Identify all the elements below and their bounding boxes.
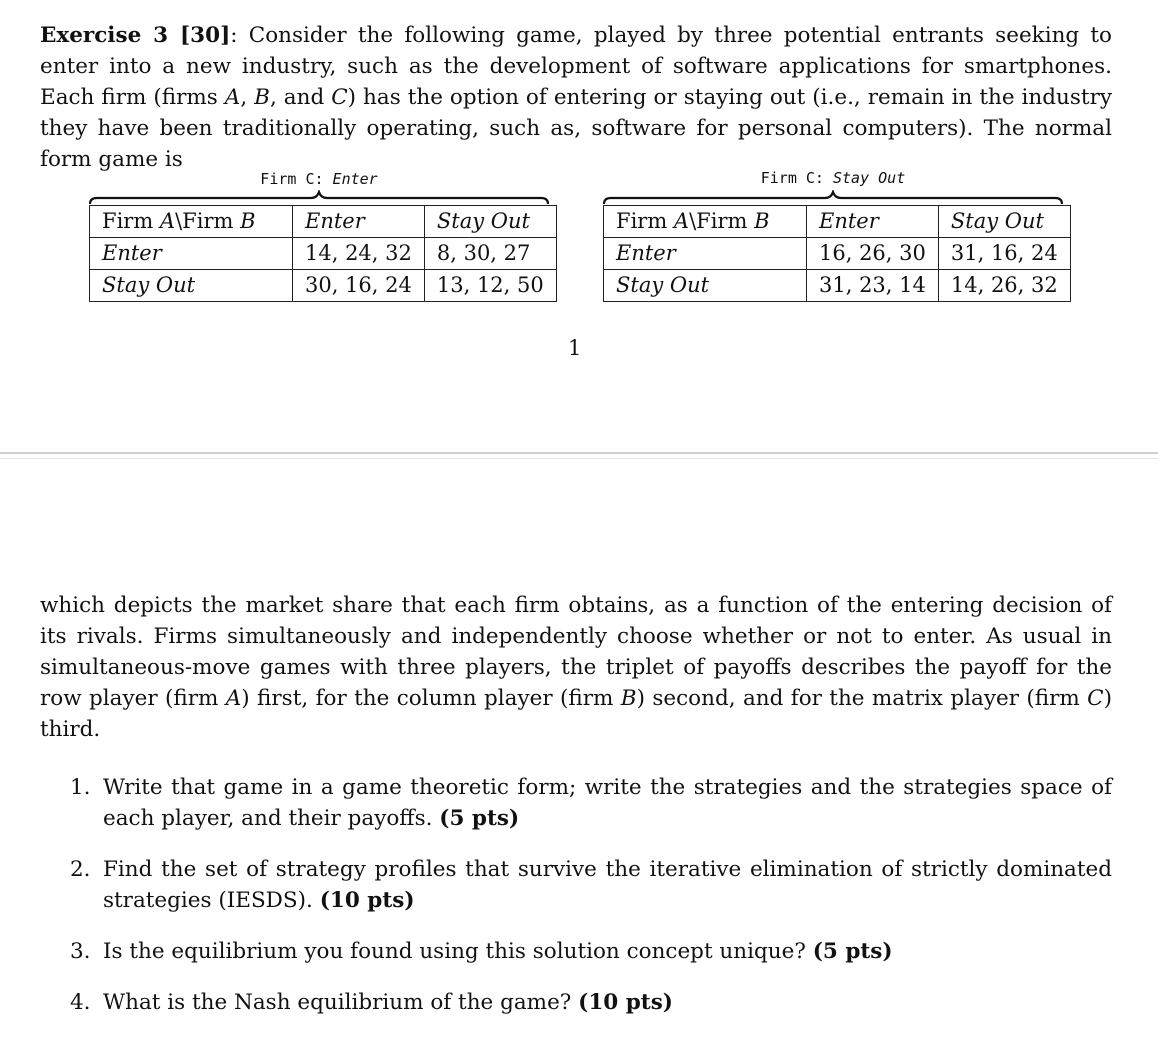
- payoff-cell: 14, 26, 32: [938, 270, 1070, 302]
- question-number: 3.: [70, 939, 91, 964]
- table-row: [604, 238, 1071, 270]
- payoff-cell: 31, 23, 14: [807, 270, 939, 302]
- table-row: [90, 270, 557, 302]
- table-row: [90, 238, 557, 270]
- row-header-enter: Enter: [604, 238, 807, 270]
- question-points: (10 pts): [319, 888, 415, 913]
- page-divider-shadow: [0, 458, 1158, 459]
- col-header-stay-out: Stay Out: [424, 206, 556, 238]
- right-matrix-label: Firm C: Stay Out: [760, 169, 906, 187]
- col-header-stay-out: Stay Out: [938, 206, 1070, 238]
- question-number: 1.: [70, 775, 91, 800]
- exercise-heading: Exercise 3 [30]: [40, 23, 231, 48]
- list-item: 2. Find the set of strategy profiles that survive the iterative elimination of strictly dominated strategies (IESDS). (10 pts): [40, 854, 1112, 916]
- game-description: which depicts the market share that each firm obtains, as a function of the entering decision of its rivals. Firms simultaneously and independently choose whether or not to enter. As usual in simultaneous-move games with three players, the triplet of payoffs describes the payoff for the row player (firm A) first, for the column player (firm B) second, and for the matrix player (firm C) third.: [40, 593, 1112, 742]
- list-item: 3. Is the equilibrium you found using this solution concept unique? (5 pts): [40, 936, 1112, 967]
- right-matrix-brace: [603, 190, 1063, 206]
- left-payoff-matrix: [89, 205, 557, 302]
- payoff-cell: 16, 26, 30: [807, 238, 939, 270]
- left-matrix-brace: [89, 190, 549, 206]
- right-payoff-matrix: [603, 205, 1071, 302]
- list-item: 4. What is the Nash equilibrium of the game? (10 pts): [40, 987, 1112, 1018]
- payoff-cell: 14, 24, 32: [293, 238, 425, 270]
- list-item: 1. Write that game in a game theoretic form; write the strategies and the strategies space of each player, and their payoffs. (5 pts): [40, 772, 1112, 834]
- matrix-corner-header: Firm A\Firm B: [90, 206, 293, 238]
- table-row: [90, 206, 557, 238]
- left-matrix-label: Firm C: Enter: [260, 170, 378, 188]
- row-header-stay-out: Stay Out: [604, 270, 807, 302]
- col-header-enter: Enter: [293, 206, 425, 238]
- payoff-cell: 30, 16, 24: [293, 270, 425, 302]
- question-points: (5 pts): [812, 939, 893, 964]
- table-row: [604, 270, 1071, 302]
- question-points: (10 pts): [578, 990, 673, 1015]
- payoff-cell: 8, 30, 27: [424, 238, 556, 270]
- question-points: (5 pts): [439, 806, 520, 831]
- table-row: [604, 206, 1071, 238]
- question-number: 4.: [70, 990, 91, 1015]
- exercise-intro: Exercise 3 [30]: Consider the following game, played by three potential entrants seeking to enter into a new industry, such as the development of software applications for smartphones. Each firm (firms A, B, and C) has the option of entering or staying out (i.e., remain in the industry they have been traditionally operating, such as, software for personal computers). The normal form game is: [40, 23, 1112, 172]
- page-divider: [0, 452, 1158, 454]
- row-header-stay-out: Stay Out: [90, 270, 293, 302]
- col-header-enter: Enter: [807, 206, 939, 238]
- payoff-cell: 31, 16, 24: [938, 238, 1070, 270]
- question-list: [40, 772, 1112, 1038]
- question-number: 2.: [70, 857, 91, 882]
- page-number: 1: [568, 336, 582, 360]
- matrix-corner-header: Firm A\Firm B: [604, 206, 807, 238]
- row-header-enter: Enter: [90, 238, 293, 270]
- payoff-cell: 13, 12, 50: [424, 270, 556, 302]
